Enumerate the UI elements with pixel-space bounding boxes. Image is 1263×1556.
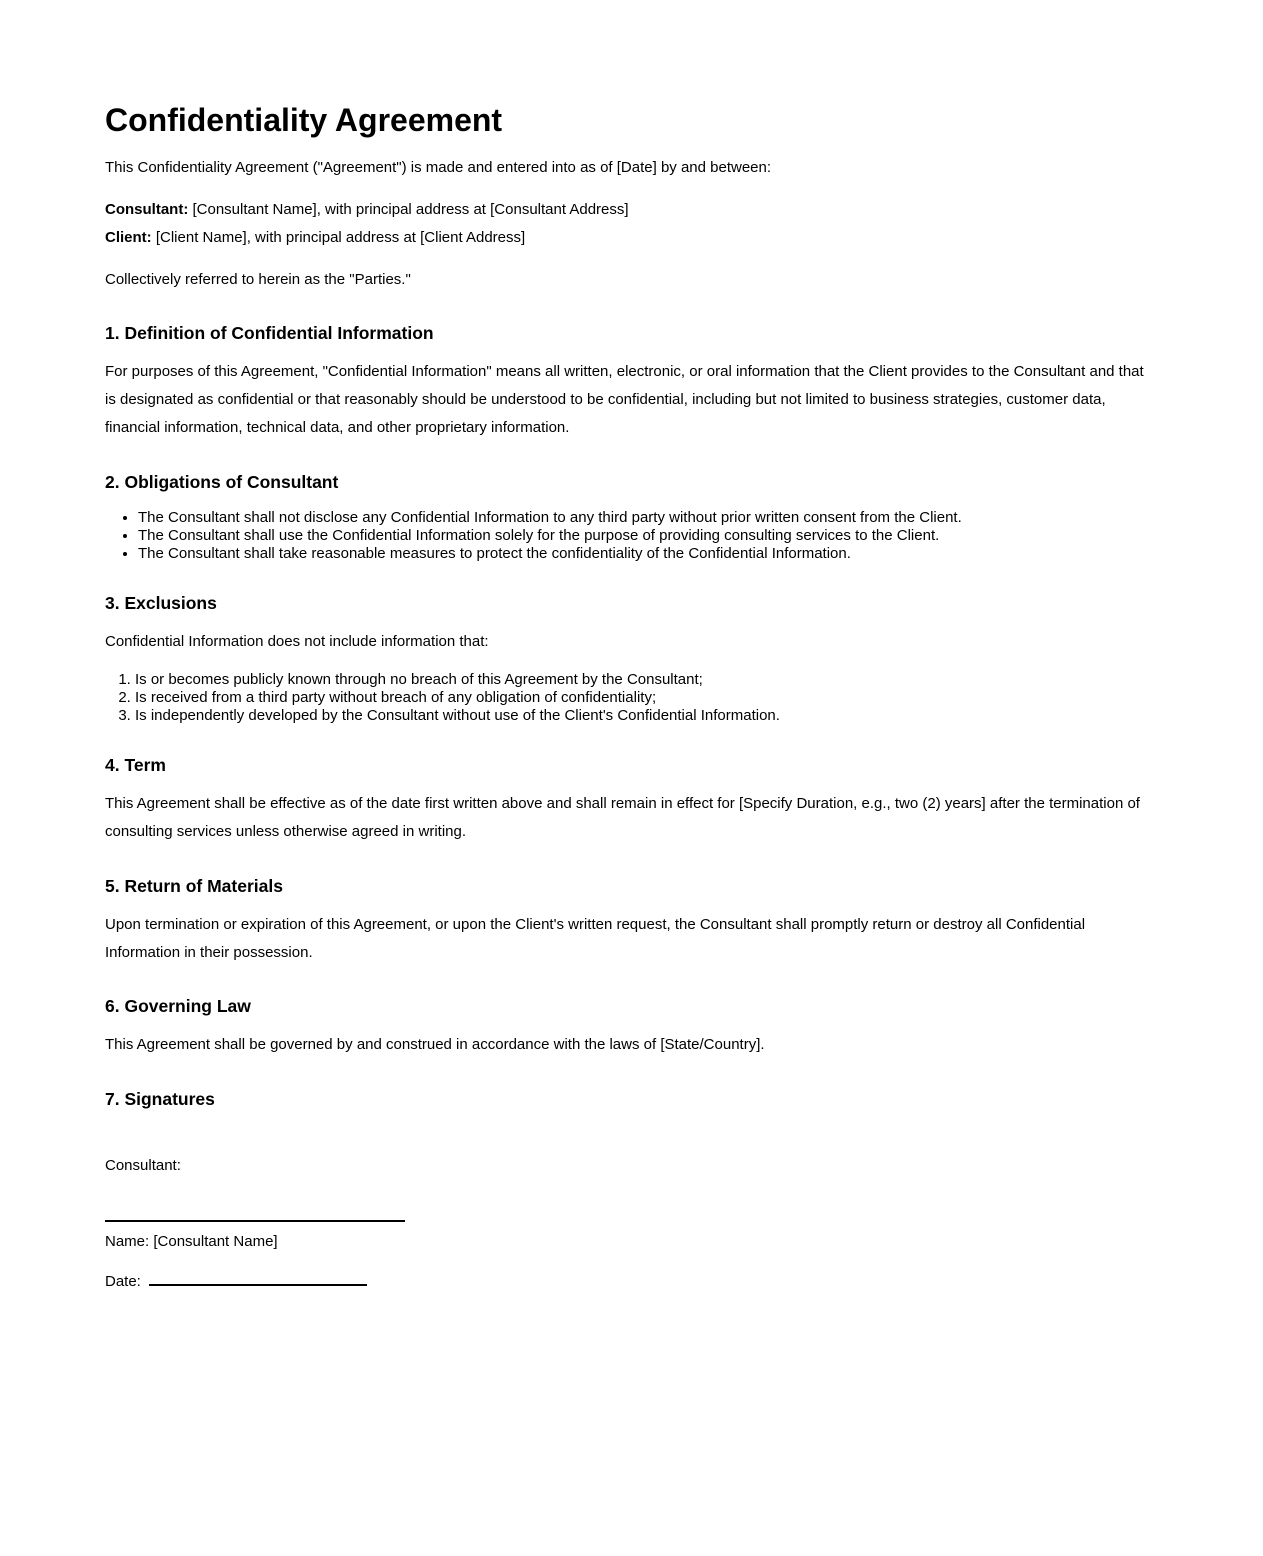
client-label: Client:	[105, 228, 152, 246]
consultant-label: Consultant:	[105, 201, 189, 219]
section-3-heading: 3. Exclusions	[105, 592, 217, 613]
list-item: • The Consultant shall not disclose any Confidential Information to any third party without prior written consent from the Client.	[138, 509, 1158, 527]
section-7-heading: 7. Signatures	[105, 1089, 215, 1110]
section-6-body: This Agreement shall be governed by and construed in accordance with the laws of [State/Country].	[105, 1036, 765, 1054]
section-4-heading: 4. Term	[105, 755, 166, 776]
list-item: • The Consultant shall use the Confidential Information solely for the purpose of providing consulting services to the Client.	[138, 527, 1158, 545]
obligations-list	[105, 509, 1158, 563]
signature-line	[105, 1220, 405, 1222]
client-text: [Client Name], with principal address at [Client Address]	[151, 228, 526, 246]
section-5-body: Upon termination or expiration of this Agreement, or upon the Client's written request, the Consultant shall promptly return or destroy all Confidential Information in their possession.	[105, 915, 1086, 961]
section-6-heading: 6. Governing Law	[105, 996, 251, 1017]
section-4-body: This Agreement shall be effective as of the date first written above and shall remain in effect for [Specify Duration, e.g., two (2) years] after the termination of consulting services unless otherwise agreed in writing.	[105, 795, 1140, 841]
signature-name-line: Name: [Consultant Name]	[105, 1232, 278, 1250]
section-1-body: For purposes of this Agreement, "Confidential Information" means all written, electronic, or oral information that the Client provides to the Consultant and that is designated as confidential or that reasonably should be understood to be confidential, including but not limited to business strategies, customer data, financial information, technical data, and other proprietary information.	[105, 363, 1144, 436]
collectively-paragraph: Collectively referred to herein as the "Parties."	[105, 270, 411, 288]
list-item: • The Consultant shall take reasonable measures to protect the confidentiality of the Confidential Information.	[138, 545, 1158, 563]
exclusions-list	[105, 671, 1158, 725]
list-item: 1. Is or becomes publicly known through no breach of this Agreement by the Consultant;	[135, 671, 1158, 689]
document-title: Confidentiality Agreement	[105, 102, 503, 138]
date-label: Date:	[105, 1272, 141, 1290]
section-2-heading: 2. Obligations of Consultant	[105, 471, 339, 492]
section-1-heading: 1. Definition of Confidential Information	[105, 323, 434, 344]
signature-date-line	[105, 1268, 1158, 1296]
date-underline	[149, 1273, 367, 1286]
section-3-body: Confidential Information does not include information that:	[105, 632, 489, 650]
parties-paragraph	[105, 196, 1158, 252]
section-5-heading: 5. Return of Materials	[105, 875, 283, 896]
consultant-text: [Consultant Name], with principal address at [Consultant Address]	[188, 201, 629, 219]
signature-party-label: Consultant:	[105, 1157, 181, 1175]
list-item: 2. Is received from a third party without breach of any obligation of confidentiality;	[135, 689, 1158, 707]
list-item: 3. Is independently developed by the Consultant without use of the Client's Confidential Information.	[135, 707, 1158, 725]
intro-paragraph: This Confidentiality Agreement ("Agreement") is made and entered into as of [Date] by and between:	[105, 159, 772, 177]
